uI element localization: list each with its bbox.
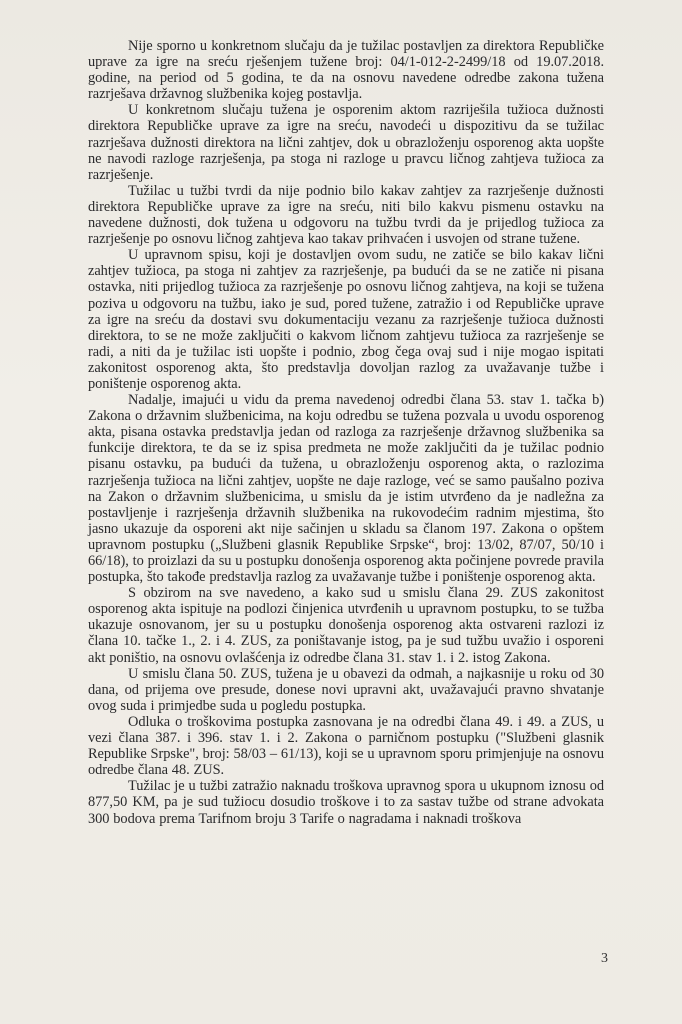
paragraph: Odluka o troškovima postupka zasnovana je na odredbi člana 49. i 49. a ZUS, u vezi člana 387. i 396. stav 1. i 2. Zakona o parničnom postupku ("Službeni glasnik Republike Srpske", broj: 58/03 – 61/13), koji se u upravnom sporu primjenjuje na osnovu odredbe člana 48. ZUS. xyxy=(88,713,604,779)
paragraph: U smislu člana 50. ZUS, tužena je u obavezi da odmah, a najkasnije u roku od 30 dana, od prijema ove presude, donese novi upravni akt, uvažavajući pravno shvatanje ovog suda i primjedbe suda u pogledu postupka. xyxy=(88,665,604,714)
body-text xyxy=(88,38,604,827)
paragraph: Tužilac je u tužbi zatražio naknadu troškova upravnog spora u ukupnom iznosu od 877,50 KM, pa je sud tužiocu dosudio troškove i to za sastav tužbe od strane advokata 300 bodova prema Tarifnom broju 3 Tarife o nagradama i naknadi troškova xyxy=(88,778,604,827)
paragraph: Tužilac u tužbi tvrdi da nije podnio bilo kakav zahtjev za razrješenje dužnosti direktora Republičke uprave za igre na sreću, niti bilo kakvu pismenu ostavku na navedene dužnosti, dok tužena u odgovoru na tužbu tvrdi da je prijedlog tužioca za razrješenje po osnovu ličnog zahtjeva kao takav prihvaćen i usvojen od strane tužene. xyxy=(88,182,604,248)
page-number: 3 xyxy=(601,951,608,966)
paragraph: Nadalje, imajući u vidu da prema navedenoj odredbi člana 53. stav 1. tačka b) Zakona o državnim službenicima, na koju odredbu se tužena pozvala u uvodu osporenog akta, pisana ostavka predstavlja jedan od razloga za razrješenje državnog službenika sa funkcije direktora, te da se iz spisa predmeta ne može zaključiti da je tužilac podnio pisanu ostavku, pa budući da tužena, u obrazloženju osporenog akta, o razlozima razrješenja tužioca na lični zahtjev, uopšte ne daje razloge, već se samo paušalno poziva na Zakon o državnim službenicima, u smislu da je istim utvrđeno da je nadležna za postavljenje i razrješenja državnih službenika na rukovodećim radnim mjestima, što jasno ukazuje da osporeni akt nije sačinjen u skladu sa članom 197. Zakona o opštem upravnom postupku („Službeni glasnik Republike Srpske“, broj: 13/02, 87/07, 50/10 i 66/18), to proizlazi da su u postupku donošenja osporenog akta počinjene povrede pravila postupka, što takođe predstavlja razlog za uvažavanje tužbe i poništenje osporenog akta. xyxy=(88,392,604,586)
paragraph: S obzirom na sve navedeno, a kako sud u smislu člana 29. ZUS zakonitost osporenog akta ispituje na podlozi činjenica utvrđenih u upravnom postupku, to se tužba ukazuje osnovanom, jer su u postupku donošenja osporenog akta ostvareni razlozi iz člana 10. tačke 1., 2. i 4. ZUS, za poništavanje istog, pa je sud tužbu uvažio i osporeni akt poništio, na osnovu ovlašćenja iz odredbe člana 31. stav 1. i 2. istog Zakona. xyxy=(88,585,604,666)
paragraph: U upravnom spisu, koji je dostavljen ovom sudu, ne zatiče se bilo kakav lični zahtjev tužioca, pa stoga ni zahtjev za razrješenje, pa budući da se ne zatiče ni pisana ostavka, niti prijedlog tužioca za razrješenje po osnovu ličnog zahtjeva, na koji se tužena poziva u odgovoru na tužbu, iako je sud, pored tužene, zatražio i od Republičke uprave za igre na sreću da dostavi svu dokumentaciju vezanu za razrješenje tužioca dužnosti direktora, to se ne može zaključiti o kakvom ličnom zahtjevu tužioca za razrješenje se radi, a niti da je tužilac isti uopšte i podnio, zbog čega ovaj sud i nije mogao ispitati zakonitost osporenog akta, što predstavlja dovoljan razlog za uvažavanje tužbe i poništenje osporenog akta. xyxy=(88,247,604,392)
paragraph: U konkretnom slučaju tužena je osporenim aktom razriješila tužioca dužnosti direktora Republičke uprave za igre na sreću, navodeći u dispozitivu da se tužilac razrješava dužnosti direktora na lični zahtjev, dok u obrazloženju osporenog akta uopšte ne navodi razloge razrješenja, pa stoga ni razloge u pravcu ličnog zahtjeva tužioca za razrješenje. xyxy=(88,102,604,183)
paragraph: Nije sporno u konkretnom slučaju da je tužilac postavljen za direktora Republičke uprave za igre na sreću rješenjem tužene broj: 04/1-012-2-2499/18 od 19.07.2018. godine, na period od 5 godina, te da na osnovu navedene odredbe zakona tužena razrješava državnog službenika kojeg postavlja. xyxy=(88,38,604,103)
